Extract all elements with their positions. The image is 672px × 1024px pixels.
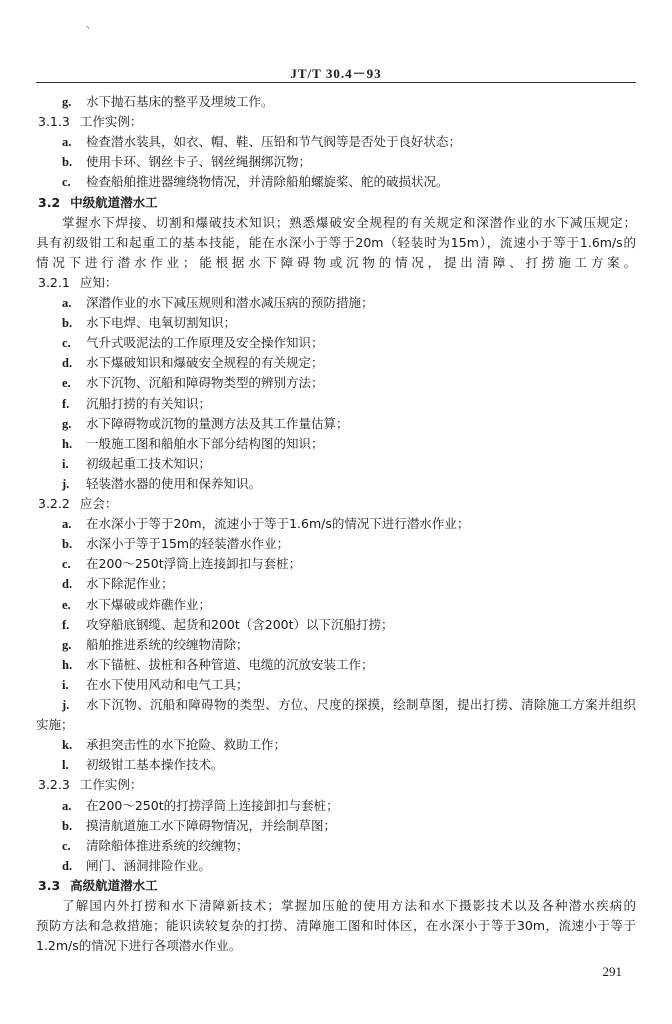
list-item: [62, 555, 301, 573]
list-item: [62, 756, 224, 774]
item-marker: a.: [62, 798, 72, 813]
list-item: [62, 294, 374, 312]
item-marker: h.: [62, 436, 73, 451]
item-text: 闸门、涵洞排险作业。: [86, 857, 212, 873]
item-marker: g.: [62, 637, 72, 652]
item-text: 轻装潜水器的使用和保养知识。: [86, 475, 262, 491]
item-text: 摸清航道施工水下障碍物情况，并绘制草图；: [86, 817, 337, 833]
item-text: 水下抛石基床的整平及埋坡工作。: [86, 94, 274, 109]
item-marker: j.: [62, 698, 70, 712]
list-item: [62, 535, 289, 553]
paragraph-text: 掌握水下焊接、切割和爆破技术知识；熟悉爆破安全规程的有关规定和深潜作业的水下减压规定；: [62, 214, 636, 230]
item-marker: f.: [62, 396, 70, 411]
item-text: 水下电焊、电氧切割知识；: [86, 315, 237, 331]
paragraph-text: 实施；: [36, 717, 74, 733]
item-marker: g.: [62, 95, 72, 109]
item-text: 船舶推进系统的绞缠物清除；: [86, 636, 249, 652]
item-marker: c.: [62, 336, 71, 351]
subsection-heading: [38, 495, 117, 513]
paragraph-continuation: [36, 716, 74, 734]
item-marker: d.: [62, 858, 73, 873]
item-marker: l.: [62, 758, 69, 773]
item-marker: k.: [62, 738, 73, 753]
list-item: [62, 857, 211, 875]
list-item: [62, 817, 336, 835]
item-marker: i.: [62, 456, 69, 471]
item-marker: h.: [62, 657, 73, 672]
item-marker: b.: [62, 155, 73, 170]
item-marker: g.: [62, 416, 72, 431]
section-heading: [38, 194, 158, 212]
list-item: [62, 676, 249, 694]
item-text: 初级钳工基本操作技术。: [86, 757, 224, 773]
paragraph-line: [62, 214, 636, 232]
item-text: 在水深小于等于20m，流速小于等于1.6m/s的情况下进行潜水作业；: [86, 516, 470, 532]
item-text: 水下爆破知识和爆破安全规程的有关规定；: [86, 355, 324, 371]
item-marker: b.: [62, 316, 73, 331]
item-text: 在水下使用风动和电气工具；: [86, 676, 249, 692]
list-item: [62, 696, 636, 714]
list-item: [62, 475, 261, 493]
paragraph-text: 了解国内外打捞和水下清障新技术；掌握加压舱的使用方法和水下摄影技术以及各种潜水疾病的: [62, 898, 636, 913]
page-number: 291: [602, 964, 622, 979]
item-text: 承担突击性的水下抢险、救助工作；: [86, 737, 287, 753]
section-title: 工作实例：: [79, 114, 143, 130]
paragraph-continuation: [36, 937, 241, 955]
list-item: [62, 596, 211, 614]
subsection-heading: [38, 776, 142, 794]
list-item: [62, 354, 324, 372]
section-title: 工作实例：: [79, 777, 143, 793]
list-item: [62, 395, 211, 413]
item-marker: c.: [62, 838, 71, 853]
item-marker: b.: [62, 537, 73, 552]
list-item: [62, 455, 211, 473]
list-item: [62, 93, 274, 111]
item-marker: a.: [62, 135, 72, 150]
section-number: 3.2.2: [38, 496, 70, 511]
item-text: 水下沉物、沉船和障碍物的类型、方位、尺度的探摸，绘制草图，提出打捞、清除施工方案并组织: [86, 697, 636, 712]
list-item: [62, 575, 174, 593]
section-title: 应会：: [79, 496, 118, 511]
item-text: 检查船舶推进器缠绕物情况，并清除船舶螺旋桨、舵的破损状况。: [86, 174, 449, 190]
section-number: 3.2.3: [38, 777, 70, 793]
item-text: 水深小于等于15m的轻装潜水作业；: [86, 536, 290, 552]
item-text: 深潜作业的水下减压规则和潜水减压病的预防措施；: [86, 295, 374, 310]
item-text: 初级起重工技术知识；: [86, 455, 212, 471]
paragraph-text: 预防方法和急救措施；能识读较复杂的打捞、清障施工图和时体区，在水深小于等于30m，流速小于等于: [36, 918, 636, 934]
item-text: 水下锚桩、拔桩和各种管道、电缆的沉放安装工作；: [86, 656, 374, 672]
list-item: [62, 736, 286, 754]
item-text: 攻穿船底钢缆、起货和200t（含200t）以下沉船打捞；: [86, 616, 394, 632]
paragraph-continuation: [36, 234, 636, 252]
list-item: [62, 153, 311, 171]
section-heading: [38, 877, 158, 895]
section-number: 3.3: [38, 877, 61, 893]
item-marker: j.: [62, 476, 70, 491]
list-item: [62, 374, 324, 392]
item-marker: d.: [62, 356, 73, 371]
item-text: 沉船打捞的有关知识；: [86, 395, 212, 411]
item-marker: e.: [62, 376, 71, 391]
item-text: 水下除泥作业；: [86, 576, 174, 592]
subsection-heading: [38, 274, 117, 292]
item-text: 气升式吸泥法的工作原理及安全操作知识；: [86, 335, 324, 351]
section-number: 3.1.3: [38, 114, 70, 130]
list-item: [62, 837, 249, 855]
section-number: 3.2.1: [38, 274, 70, 290]
item-text: 在200～250t的打捞浮筒上连接卸扣与套桩；: [86, 797, 339, 813]
paragraph-text: 情况下进行潜水作业；能根据水下障碍物或沉物的情况，提出清障、打捞施工方案。: [36, 254, 636, 270]
item-marker: c.: [62, 175, 71, 190]
item-text: 在200～250t浮筒上连接卸扣与套桩；: [86, 556, 302, 572]
list-item: [62, 415, 349, 433]
item-text: 一般施工图和船舶水下部分结构图的知识；: [86, 435, 324, 451]
subsection-heading: [38, 113, 142, 131]
item-text: 清除船体推进系统的绞缠物；: [86, 837, 249, 853]
item-marker: e.: [62, 597, 71, 612]
item-text: 水下沉物、沉船和障碍物类型的辨别方法；: [86, 375, 324, 391]
list-item: [62, 133, 461, 151]
list-item: [62, 314, 236, 332]
item-text: 水下爆破或炸礁作业；: [86, 596, 212, 612]
list-item: [62, 616, 394, 634]
item-marker: a.: [62, 296, 72, 310]
list-item: [62, 656, 374, 674]
item-marker: b.: [62, 818, 73, 833]
paragraph-continuation: [36, 917, 636, 935]
standard-code: JT/T 30.4－93: [290, 66, 382, 81]
item-marker: d.: [62, 577, 73, 592]
paragraph-line: [62, 897, 636, 915]
section-title: 高级航道潜水工: [70, 877, 158, 893]
paragraph-text: 1.2m/s的情况下进行各项潜水作业。: [36, 938, 242, 954]
item-marker: c.: [62, 557, 71, 572]
list-item: [62, 636, 249, 654]
section-title: 应知：: [79, 274, 118, 290]
paragraph-continuation: [36, 254, 636, 272]
list-item: [62, 435, 324, 453]
paragraph-text: 具有初级钳工和起重工的基本技能，能在水深小于等于20m（轻装时为15m），流速小于等于1.6m/s的: [36, 234, 636, 250]
item-marker: i.: [62, 677, 69, 692]
header-rule: [36, 82, 636, 83]
list-item: [62, 334, 324, 352]
item-marker: f.: [62, 617, 70, 632]
list-item: [62, 797, 339, 815]
section-number: 3.2: [38, 194, 61, 210]
item-text: 检查潜水装具，如衣、帽、鞋、压铅和节气阀等是否处于良好状态；: [86, 134, 462, 150]
item-text: 使用卡环、钢丝卡子、钢丝绳捆绑沉物；: [86, 154, 312, 170]
list-item: [62, 515, 469, 533]
scan-mark: 、: [86, 20, 96, 31]
list-item: [62, 173, 449, 191]
item-text: 水下障碍物或沉物的量测方法及其工作量估算；: [86, 415, 349, 431]
section-title: 中级航道潜水工: [70, 194, 158, 210]
item-marker: a.: [62, 517, 72, 532]
